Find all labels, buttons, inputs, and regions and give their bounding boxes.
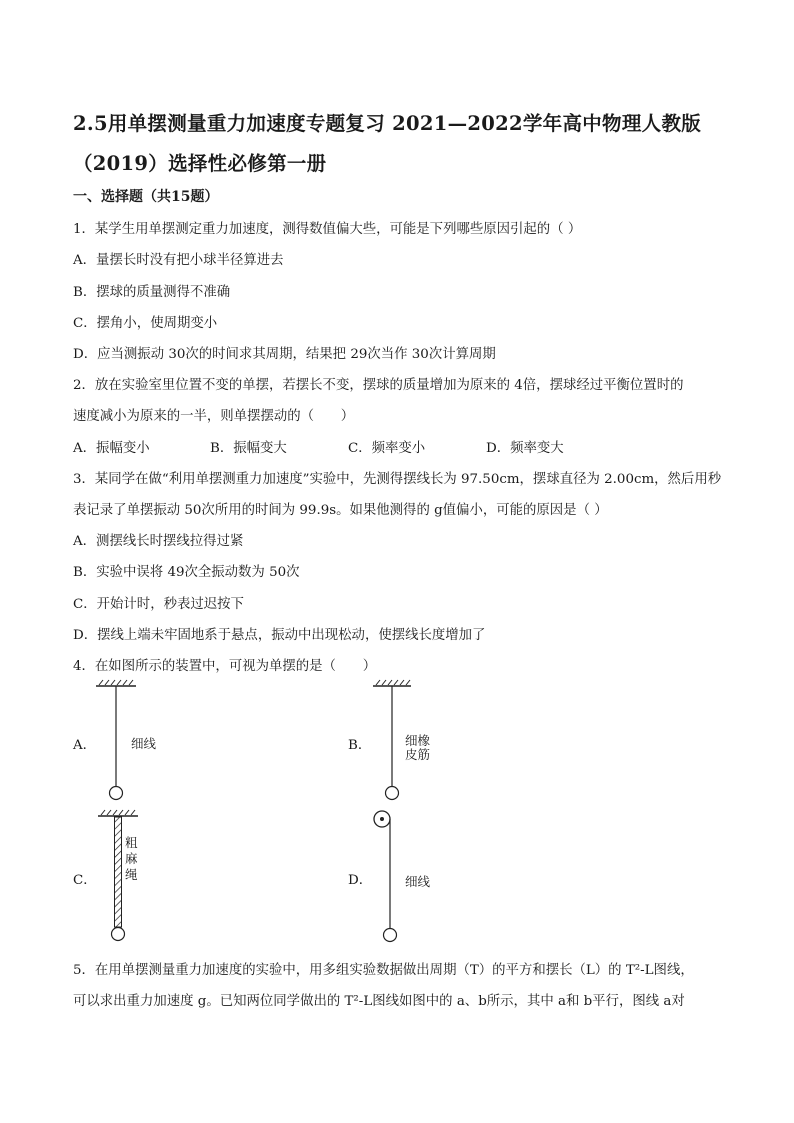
q4-a-fig-label: 细线 (131, 736, 157, 751)
q4-b-fig-label (405, 734, 430, 762)
q4-c-fig-label-line-1: 粗 (125, 835, 138, 850)
q1-stem: 1．某学生用单摆测定重力加速度，测得数值偏大些，可能是下列哪些原因引起的（ ） (73, 222, 582, 237)
q4-option-b-label: B． (348, 738, 372, 753)
q2-option-a: A．振幅变小 (73, 441, 150, 456)
q4-d-fig-label: 细线 (405, 874, 431, 889)
q4-b-fig-label-line-2: 皮筋 (405, 747, 431, 762)
q5-stem-line-2: 可以求出重力加速度 g。已知两位同学做出的 T²-L图线如图中的 a、b所示，其中 a和 b平行，图线 a对 (73, 994, 685, 1009)
q5-stem-line-1: 5．在用单摆测量重力加速度的实验中，用多组实验数据做出周期（T）的平方和摆长（L）的 T²-L图线， (73, 963, 694, 978)
q4-c-fig-label (125, 835, 138, 883)
q1-option-d: D．应当测振动 30次的时间求其周期，结果把 29次当作 30次计算周期 (73, 347, 496, 362)
q1-option-b: B．摆球的质量测得不准确 (73, 285, 231, 300)
q4-c-fig-label-line-3: 绳 (125, 867, 138, 882)
title-line-1: 2.5用单摆测量重力加速度专题复习 2021—2022学年高中物理人教版 (73, 112, 702, 135)
q3-stem-line-2: 表记录了单摆振动 50次所用的时间为 99.9s。如果他测得的 g值偏小，可能的原因是（ ） (73, 503, 608, 518)
q4-stem: 4．在如图所示的装置中，可视为单摆的是（ ） (73, 659, 377, 674)
q3-option-b: B．实验中误将 49次全振动数为 50次 (73, 565, 300, 580)
q2-option-d: D．频率变大 (486, 441, 564, 456)
q1-option-a: A．量摆长时没有把小球半径算进去 (73, 253, 284, 268)
q3-option-d: D．摆线上端未牢固地系于悬点，振动中出现松动，使摆线长度增加了 (73, 628, 486, 643)
pendulum-figure-c (98, 810, 148, 945)
q3-option-c: C．开始计时，秒表过迟按下 (73, 597, 244, 612)
title-line-2: （2019）选择性必修第一册 (73, 152, 327, 175)
q4-option-a-label: A． (73, 738, 97, 753)
section-heading: 一、选择题（共15题） (73, 189, 219, 205)
q2-option-c: C．频率变小 (348, 441, 426, 456)
q2-stem-line-2: 速度减小为原来的一半，则单摆摆动的（ ） (73, 409, 355, 424)
q4-option-d-label: D． (348, 873, 373, 888)
q4-b-fig-label-line-1: 细橡 (405, 733, 431, 748)
q4-option-c-label: C． (73, 873, 97, 888)
q3-option-a: A．测摆线长时摆线拉得过紧 (73, 534, 244, 549)
q2-option-b: B．振幅变大 (210, 441, 287, 456)
q3-stem-line-1: 3．某同学在做“利用单摆测重力加速度”实验中，先测得摆线长为 97.50cm，摆球直径为 2.00cm，然后用秒 (73, 472, 722, 487)
q4-c-fig-label-line-2: 麻 (125, 851, 138, 866)
q1-option-c: C．摆角小，使周期变小 (73, 316, 218, 331)
page-title (73, 104, 733, 184)
q2-stem-line-1: 2．放在实验室里位置不变的单摆，若摆长不变，摆球的质量增加为原来的 4倍，摆球经过平衡位置时的 (73, 378, 684, 393)
